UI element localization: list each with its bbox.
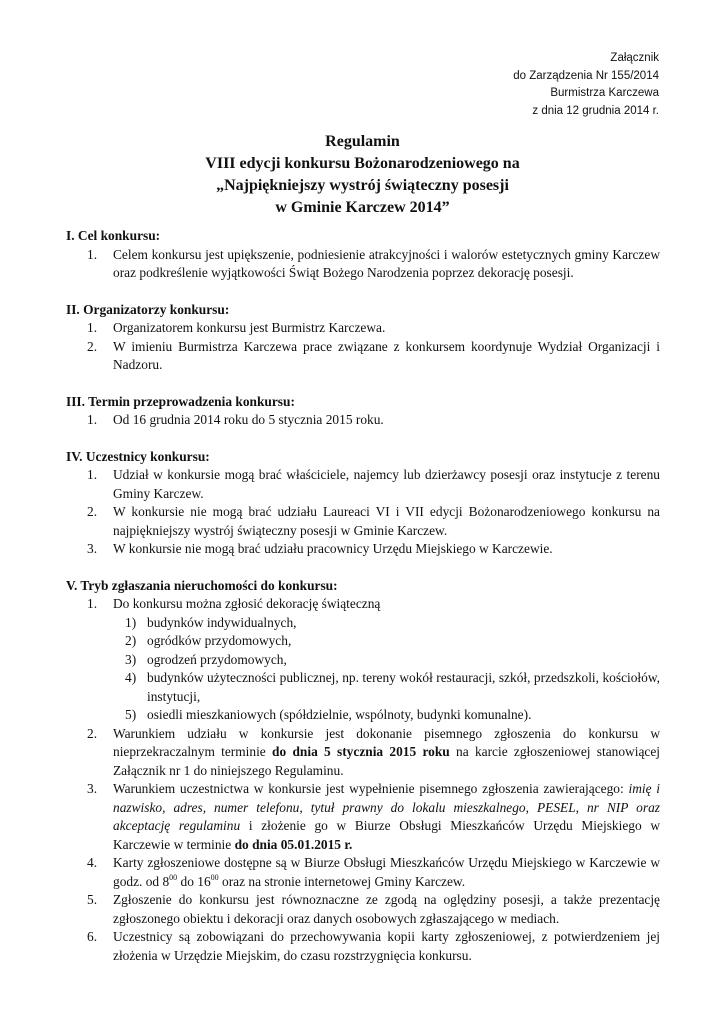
section-list — [66, 595, 660, 965]
title-line: VIII edycji konkursu Bożonarodzeniowego na — [205, 155, 520, 172]
sub-list-item — [125, 669, 660, 706]
sub-list-item — [125, 614, 660, 633]
item-text: Celem konkursu jest upiększenie, podniesienie atrakcyjności i walorów estetycznych gminy Karczew oraz podkreślenie wyjątkowości Świąt Bożego Narodzenia poprzez dekorację posesji. — [113, 246, 660, 280]
list-item — [87, 780, 661, 854]
section-participants — [66, 448, 660, 559]
item-text: Zgłoszenie do konkursu jest równoznaczne ze zgodą na oględziny posesji, a także prezentację zgłoszonego obiektu i dekoracji oraz danych osobowych zgłaszającego w mediach. — [113, 892, 660, 926]
sub-item-text: ogrodzeń przydomowych, — [147, 651, 287, 667]
item-text: W konkursie nie mogą brać udziału Laureaci VI i VII edycji Bożonarodzeniowego konkursu na najpiękniejszy wystrój świąteczny posesji w Gminie Karczew. — [113, 504, 660, 538]
sub-item-number: 5) — [125, 707, 137, 722]
item-number: 1. — [87, 246, 98, 262]
list-item — [87, 854, 660, 891]
list-item — [87, 725, 660, 781]
list-item — [87, 246, 660, 283]
item-text: Do konkursu można zgłosić dekorację świąteczną — [113, 596, 381, 611]
item-text: i złożenie go w Biurze Obsługi Mieszkańców Urzędu Miejskiego w Karczewie w terminie — [113, 818, 660, 852]
attachment-header — [513, 50, 659, 120]
section-goal — [66, 227, 660, 283]
item-number: 3. — [87, 781, 98, 796]
sub-item-number: 4) — [125, 670, 137, 685]
item-number: 1. — [87, 320, 98, 335]
item-number: 1. — [87, 412, 98, 427]
section-heading: IV. Uczestnicy konkursu: — [66, 448, 210, 464]
sub-item-number: 3) — [125, 651, 137, 667]
title-line: Regulamin — [325, 133, 400, 150]
header-line: z dnia 12 grudnia 2014 r. — [532, 104, 659, 117]
sub-item-text: osiedli mieszkaniowych (spółdzielnie, wspólnoty, budynki komunalne). — [147, 707, 532, 722]
item-text: W imieniu Burmistrza Karczewa prace związane z konkursem koordynuje Wydział Organizacji i Nadzoru. — [113, 338, 660, 372]
section-application-procedure — [66, 577, 660, 966]
header-line: do Zarządzenia Nr 155/2014 — [513, 69, 659, 82]
item-text: Udział w konkursie mogą brać właściciele, najemcy lub dzierżawcy posesji oraz instytucje z terenu Gminy Karczew. — [113, 467, 660, 501]
item-text: Warunkiem udziału w konkursie jest dokonanie pisemnego zgłoszenia do konkursu w nieprzekraczalnym terminie — [113, 725, 660, 759]
item-number: 5. — [87, 892, 98, 907]
list-item — [87, 338, 660, 375]
hour-superscript: 00 — [210, 872, 219, 882]
sub-item-number: 2) — [125, 633, 137, 648]
deadline-bold: do dnia 5 stycznia 2015 roku — [272, 744, 450, 759]
hour-superscript: 00 — [169, 872, 178, 882]
sub-list — [113, 614, 660, 725]
section-list — [66, 319, 660, 375]
item-text: do 16 — [177, 873, 211, 889]
list-item — [87, 891, 660, 928]
section-heading: V. Tryb zgłaszania nieruchomości do konkursu: — [66, 577, 338, 593]
list-item — [87, 595, 660, 725]
section-dates — [66, 393, 660, 430]
section-heading: III. Termin przeprowadzenia konkursu: — [66, 393, 295, 409]
section-list — [66, 246, 660, 283]
sub-list-item — [125, 651, 660, 670]
item-text: Warunkiem uczestnictwa w konkursie jest wypełnienie pisemnego zgłoszenia zawierającego: — [113, 781, 629, 796]
list-item — [87, 466, 660, 503]
list-item — [87, 411, 660, 430]
item-text: Organizatorem konkursu jest Burmistrz Karczewa. — [113, 320, 386, 335]
section-organizers — [66, 301, 660, 375]
deadline-bold: do dnia 05.01.2015 r. — [234, 836, 353, 852]
sub-item-text: budynków indywidualnych, — [147, 614, 297, 630]
item-text: oraz na stronie internetowej Gminy Karczew. — [218, 873, 466, 889]
sub-list-item — [125, 632, 660, 651]
item-number: 2. — [87, 504, 98, 519]
section-list — [66, 411, 660, 430]
item-text: na karcie zgłoszeniowej stanowiącej Załącznik nr 1 do niniejszego Regulaminu. — [113, 744, 660, 778]
section-heading: II. Organizatorzy konkursu: — [66, 301, 230, 317]
list-item — [87, 319, 660, 338]
section-heading: I. Cel konkursu: — [66, 228, 161, 243]
header-line: Burmistrza Karczewa — [550, 87, 659, 99]
title-line: w Gminie Karczew 2014” — [275, 199, 450, 216]
header-line: Załącznik — [610, 52, 659, 64]
sub-item-text: ogródków przydomowych, — [147, 633, 292, 648]
item-number: 1. — [87, 596, 98, 611]
list-item — [87, 540, 660, 559]
item-text: Karty zgłoszeniowe dostępne są w Biurze Obsługi Mieszkańców Urzędu Miejskiego w Karczewie w godz. od 8 — [113, 855, 660, 889]
title-line: „Najpiękniejszy wystrój świąteczny posesji — [216, 177, 509, 194]
item-text: Uczestnicy są zobowiązani do przechowywania kopii karty zgłoszeniowej, z potwierdzeniem jej złożenia w Urzędzie Miejskim, do czasu rozstrzygnięcia konkursu. — [113, 929, 660, 963]
item-number: 2. — [87, 725, 98, 741]
item-text: W konkursie nie mogą brać udziału pracownicy Urzędu Miejskiego w Karczewie. — [113, 541, 553, 556]
item-number: 4. — [87, 855, 98, 870]
sub-item-text: budynków użyteczności publicznej, np. tereny wokół restauracji, szkół, przedszkoli, kościołów, instytucji, — [147, 670, 660, 704]
item-text: Od 16 grudnia 2014 roku do 5 stycznia 2015 roku. — [113, 412, 384, 427]
document-title — [0, 131, 725, 219]
item-number: 3. — [87, 541, 98, 556]
list-item — [87, 503, 660, 540]
document-body — [66, 227, 660, 983]
item-number: 2. — [87, 338, 98, 354]
sub-item-number: 1) — [125, 614, 137, 630]
sub-list-item — [125, 706, 660, 725]
item-number: 1. — [87, 467, 98, 482]
item-number: 6. — [87, 929, 98, 944]
section-list — [66, 466, 660, 559]
list-item — [87, 928, 660, 965]
required-data-italic: imię i nazwisko, adres, numer telefonu, tytuł prawny do lokalu mieszkalnego, PESEL, nr NIP oraz akceptację regulaminu — [113, 781, 661, 833]
